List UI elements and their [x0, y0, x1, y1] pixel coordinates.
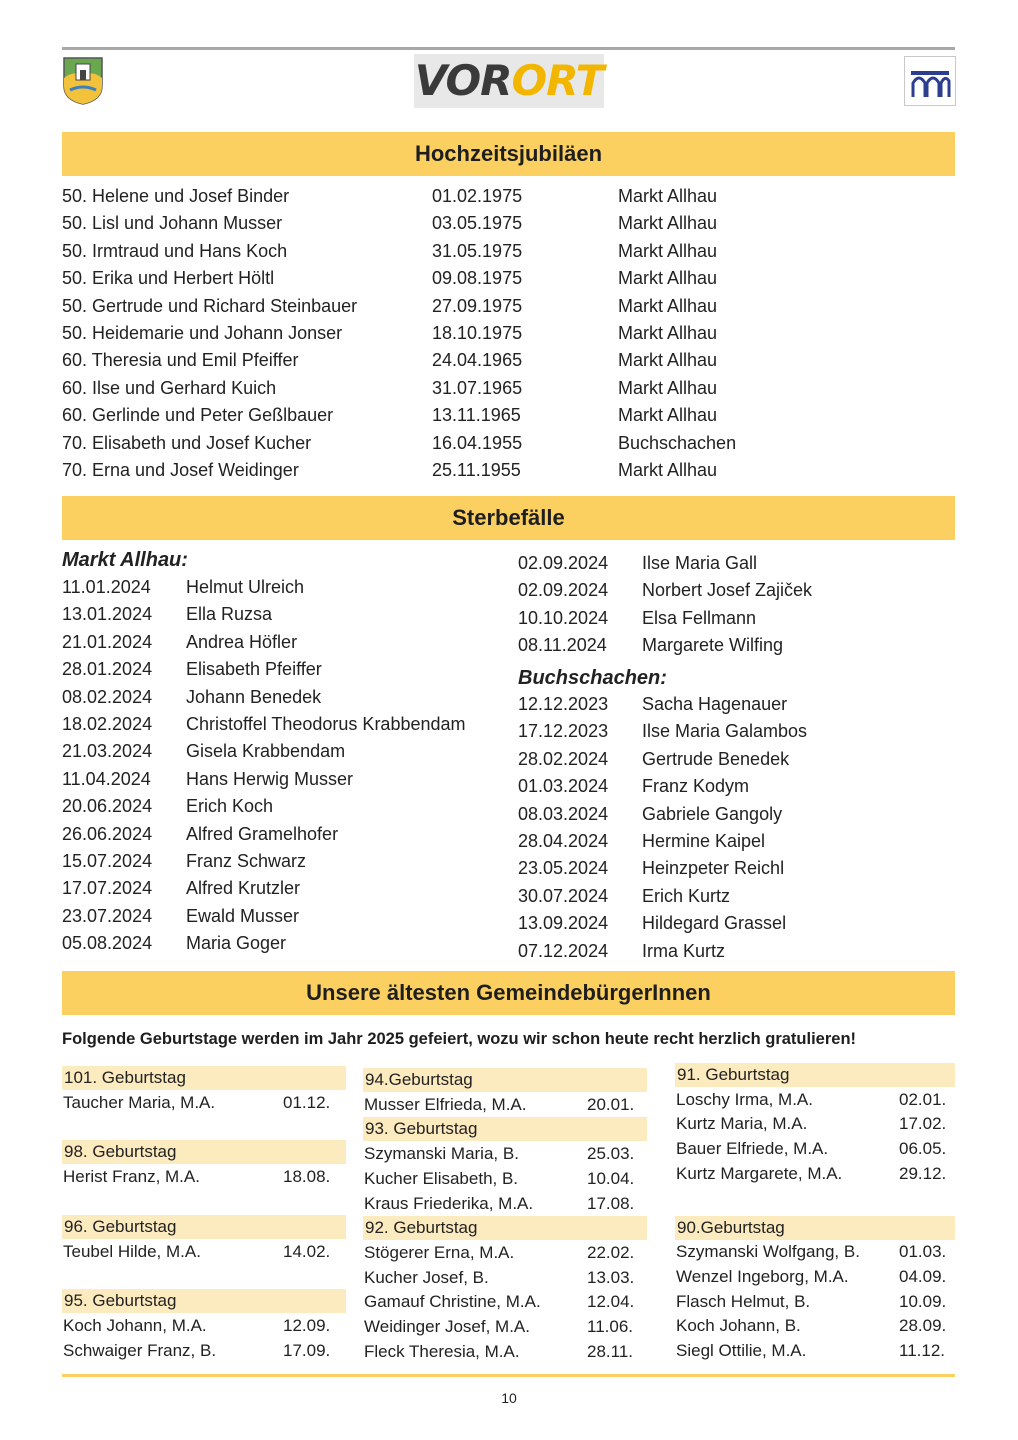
death-date: 23.05.2024	[518, 858, 609, 879]
wedding-date: 31.05.1975	[432, 240, 523, 261]
death-name: Elsa Fellmann	[642, 607, 757, 628]
birthday-date: 13.03.	[587, 1267, 635, 1287]
birthday-person-name: Fleck Theresia, M.A.	[364, 1341, 520, 1361]
death-date: 17.12.2023	[518, 721, 609, 742]
death-name: Alfred Gramelhofer	[186, 823, 339, 844]
wedding-couple: 50. Erika und Herbert Höltl	[62, 268, 275, 289]
birthday-person-name: Herist Franz, M.A.	[63, 1167, 200, 1187]
birthday-date: 06.05.	[899, 1139, 947, 1159]
birthday-person-name: Kurtz Margarete, M.A.	[676, 1163, 843, 1183]
death-date: 07.12.2024	[518, 940, 609, 961]
death-date: 02.09.2024	[518, 553, 609, 573]
wedding-couple: 70. Erna und Josef Weidinger	[62, 460, 299, 480]
birthday-date: 11.06.	[587, 1317, 634, 1336]
birthday-group-heading: 95. Geburtstag	[62, 1289, 346, 1313]
birthday-date: 20.01.	[587, 1094, 635, 1114]
birthday-date: 01.12.	[283, 1092, 331, 1112]
wedding-place: Buchschachen	[618, 432, 737, 453]
birthday-date: 12.09.	[283, 1315, 331, 1335]
death-date: 11.04.2024	[62, 768, 151, 789]
wedding-couple: 50. Heidemarie und Johann Jonser	[62, 323, 343, 343]
elders-section-title: Unsere ältesten GemeindebürgerInnen	[62, 971, 955, 1015]
birthday-person-name: Kraus Friederika, M.A.	[364, 1193, 534, 1213]
elders-intro: Folgende Geburtstage werden im Jahr 2025 gefeiert, wozu wir schon heute recht herzlich gratulieren!	[62, 1030, 857, 1048]
death-date: 30.07.2024	[518, 885, 609, 906]
birthday-date: 04.09.	[899, 1266, 947, 1286]
wedding-date: 16.04.1955	[432, 432, 523, 453]
death-date: 11.01.2024	[62, 577, 151, 597]
death-name: Andrea Höfler	[186, 631, 298, 652]
wedding-date: 01.02.1975	[432, 186, 523, 206]
birthday-group-heading: 96. Geburtstag	[62, 1215, 346, 1239]
birthday-date: 28.09.	[899, 1316, 947, 1336]
birthday-person-name: Teubel Hilde, M.A.	[63, 1241, 201, 1261]
death-name: Ella Ruzsa	[186, 604, 273, 625]
page-number: 10	[501, 1390, 517, 1406]
bridge-logo-icon	[904, 56, 956, 106]
wedding-place: Markt Allhau	[618, 213, 718, 234]
birthday-person-name: Siegl Ottilie, M.A.	[676, 1341, 807, 1360]
wedding-date: 18.10.1975	[432, 323, 523, 343]
wedding-place: Markt Allhau	[618, 186, 718, 206]
birthday-date: 29.12.	[899, 1163, 947, 1183]
wedding-date: 03.05.1975	[432, 213, 523, 234]
death-name: Ilse Maria Gall	[642, 553, 758, 573]
wedding-couple: 60. Theresia und Emil Pfeiffer	[62, 350, 299, 371]
wedding-couple: 50. Helene und Josef Binder	[62, 186, 290, 206]
wedding-place: Markt Allhau	[618, 460, 718, 480]
birthday-person-name: Loschy Irma, M.A.	[676, 1089, 813, 1109]
birthday-group-heading: 92. Geburtstag	[363, 1216, 647, 1240]
wedding-date: 13.11.1965	[432, 405, 521, 426]
death-name: Irma Kurtz	[642, 940, 726, 961]
death-date: 08.11.2024	[518, 635, 607, 656]
birthday-person-name: Bauer Elfriede, M.A.	[676, 1139, 829, 1159]
death-name: Margarete Wilfing	[642, 635, 784, 656]
death-date: 01.03.2024	[518, 776, 609, 797]
municipal-crest-icon	[62, 56, 104, 106]
birthday-date: 17.08.	[587, 1193, 635, 1213]
birthday-person-name: Gamauf Christine, M.A.	[364, 1292, 541, 1312]
death-name: Hans Herwig Musser	[186, 768, 354, 789]
wedding-date: 25.11.1955	[432, 460, 521, 480]
wedding-place: Markt Allhau	[618, 268, 718, 289]
wedding-section-title: Hochzeitsjubiläen	[62, 132, 955, 176]
wedding-couple: 50. Gertrude und Richard Steinbauer	[62, 295, 358, 316]
wedding-date: 27.09.1975	[432, 295, 523, 316]
birthday-date: 14.02.	[283, 1241, 331, 1261]
wedding-couple: 60. Ilse und Gerhard Kuich	[62, 377, 277, 398]
logo-ort-text: ORT	[511, 56, 604, 105]
death-date: 28.02.2024	[518, 748, 609, 769]
birthday-person-name: Flasch Helmut, B.	[676, 1291, 811, 1311]
wedding-couple: 70. Elisabeth und Josef Kucher	[62, 432, 312, 453]
death-date: 18.02.2024	[62, 714, 153, 734]
death-name: Gisela Krabbendam	[186, 741, 346, 762]
birthday-person-name: Kurtz Maria, M.A.	[676, 1114, 808, 1134]
birthday-person-name: Schwaiger Franz, B.	[63, 1340, 217, 1360]
wedding-couple: 50. Irmtraud und Hans Koch	[62, 240, 288, 261]
death-name: Erich Koch	[186, 796, 274, 817]
logo-vor-text: VOR	[414, 56, 512, 105]
footer-divider	[62, 1374, 955, 1377]
death-name: Norbert Josef Zajiček	[642, 580, 813, 601]
birthday-group-heading: 98. Geburtstag	[62, 1140, 346, 1164]
birthday-group-heading: 101. Geburtstag	[62, 1066, 346, 1090]
birthday-date: 10.09.	[899, 1291, 947, 1311]
birthday-date: 25.03.	[587, 1144, 635, 1164]
birthday-person-name: Weidinger Josef, M.A.	[364, 1317, 530, 1336]
wedding-place: Markt Allhau	[618, 323, 718, 343]
death-name: Alfred Krutzler	[186, 878, 301, 899]
death-name: Ilse Maria Galambos	[642, 721, 808, 742]
death-name: Hermine Kaipel	[642, 831, 766, 851]
death-date: 12.12.2023	[518, 694, 609, 714]
death-date: 23.07.2024	[62, 905, 153, 926]
birthday-person-name: Kucher Josef, B.	[364, 1267, 489, 1287]
birthday-date: 28.11.	[587, 1341, 634, 1361]
wedding-place: Markt Allhau	[618, 350, 718, 371]
birthday-group-heading: 90.Geburtstag	[675, 1216, 955, 1240]
death-date: 21.03.2024	[62, 741, 153, 762]
death-name: Johann Benedek	[186, 686, 322, 707]
death-name: Sacha Hagenauer	[642, 694, 788, 714]
death-name: Gertrude Benedek	[642, 748, 790, 769]
death-date: 21.01.2024	[62, 631, 153, 652]
death-date: 10.10.2024	[518, 607, 609, 628]
wedding-place: Markt Allhau	[618, 377, 718, 398]
deaths-section-title: Sterbefälle	[62, 496, 955, 540]
death-date: 08.02.2024	[62, 686, 153, 707]
birthday-group-heading: 91. Geburtstag	[675, 1063, 955, 1087]
birthday-person-name: Koch Johann, M.A.	[63, 1315, 207, 1335]
death-date: 13.01.2024	[62, 604, 153, 625]
death-name: Helmut Ulreich	[186, 577, 305, 597]
death-date: 28.01.2024	[62, 659, 153, 680]
death-name: Elisabeth Pfeiffer	[186, 659, 322, 680]
buchschachen-heading: Buchschachen:	[518, 667, 667, 689]
wedding-date: 31.07.1965	[432, 377, 523, 398]
wedding-couple: 60. Gerlinde und Peter Geßlbauer	[62, 405, 334, 426]
death-date: 15.07.2024	[62, 851, 153, 871]
vorort-logo	[414, 54, 604, 108]
wedding-couple: 50. Lisl und Johann Musser	[62, 213, 283, 234]
wedding-place: Markt Allhau	[618, 405, 718, 426]
death-name: Christoffel Theodorus Krabbendam	[186, 714, 466, 734]
death-name: Franz Kodym	[642, 776, 750, 797]
wedding-date: 24.04.1965	[432, 350, 523, 371]
birthday-date: 18.08.	[283, 1167, 331, 1187]
death-name: Gabriele Gangoly	[642, 803, 783, 824]
birthday-group-heading: 94.Geburtstag	[363, 1068, 647, 1092]
birthday-date: 10.04.	[587, 1168, 635, 1188]
death-date: 08.03.2024	[518, 803, 609, 824]
markt-allhau-heading: Markt Allhau:	[62, 549, 188, 571]
birthday-person-name: Taucher Maria, M.A.	[63, 1092, 216, 1112]
birthday-person-name: Koch Johann, B.	[676, 1316, 801, 1336]
death-name: Maria Goger	[186, 933, 287, 954]
wedding-place: Markt Allhau	[618, 240, 718, 261]
death-date: 13.09.2024	[518, 913, 609, 934]
birthday-date: 02.01.	[899, 1089, 947, 1109]
death-date: 17.07.2024	[62, 878, 153, 899]
death-name: Ewald Musser	[186, 905, 300, 926]
birthday-date: 17.09.	[283, 1340, 331, 1360]
birthday-person-name: Wenzel Ingeborg, M.A.	[676, 1266, 849, 1286]
birthday-group-heading: 93. Geburtstag	[363, 1117, 647, 1141]
death-name: Hildegard Grassel	[642, 913, 787, 934]
death-date: 26.06.2024	[62, 823, 153, 844]
death-name: Franz Schwarz	[186, 851, 307, 871]
wedding-place: Markt Allhau	[618, 295, 718, 316]
death-name: Erich Kurtz	[642, 885, 731, 906]
death-date: 20.06.2024	[62, 796, 153, 817]
death-name: Heinzpeter Reichl	[642, 858, 785, 879]
header-divider	[62, 47, 955, 50]
birthday-person-name: Kucher Elisabeth, B.	[364, 1168, 519, 1188]
birthday-person-name: Szymanski Maria, B.	[364, 1144, 519, 1164]
death-date: 02.09.2024	[518, 580, 609, 601]
birthday-person-name: Szymanski Wolfgang, B.	[676, 1242, 860, 1262]
wedding-date: 09.08.1975	[432, 268, 523, 289]
birthday-date: 17.02.	[899, 1114, 947, 1134]
birthday-person-name: Musser Elfrieda, M.A.	[364, 1094, 527, 1114]
birthday-date: 01.03.	[899, 1242, 947, 1262]
birthday-person-name: Stögerer Erna, M.A.	[364, 1242, 515, 1262]
birthday-date: 11.12.	[899, 1341, 946, 1360]
birthday-date: 22.02.	[587, 1242, 635, 1262]
death-date: 28.04.2024	[518, 831, 609, 851]
birthday-date: 12.04.	[587, 1292, 635, 1312]
death-date: 05.08.2024	[62, 933, 153, 954]
